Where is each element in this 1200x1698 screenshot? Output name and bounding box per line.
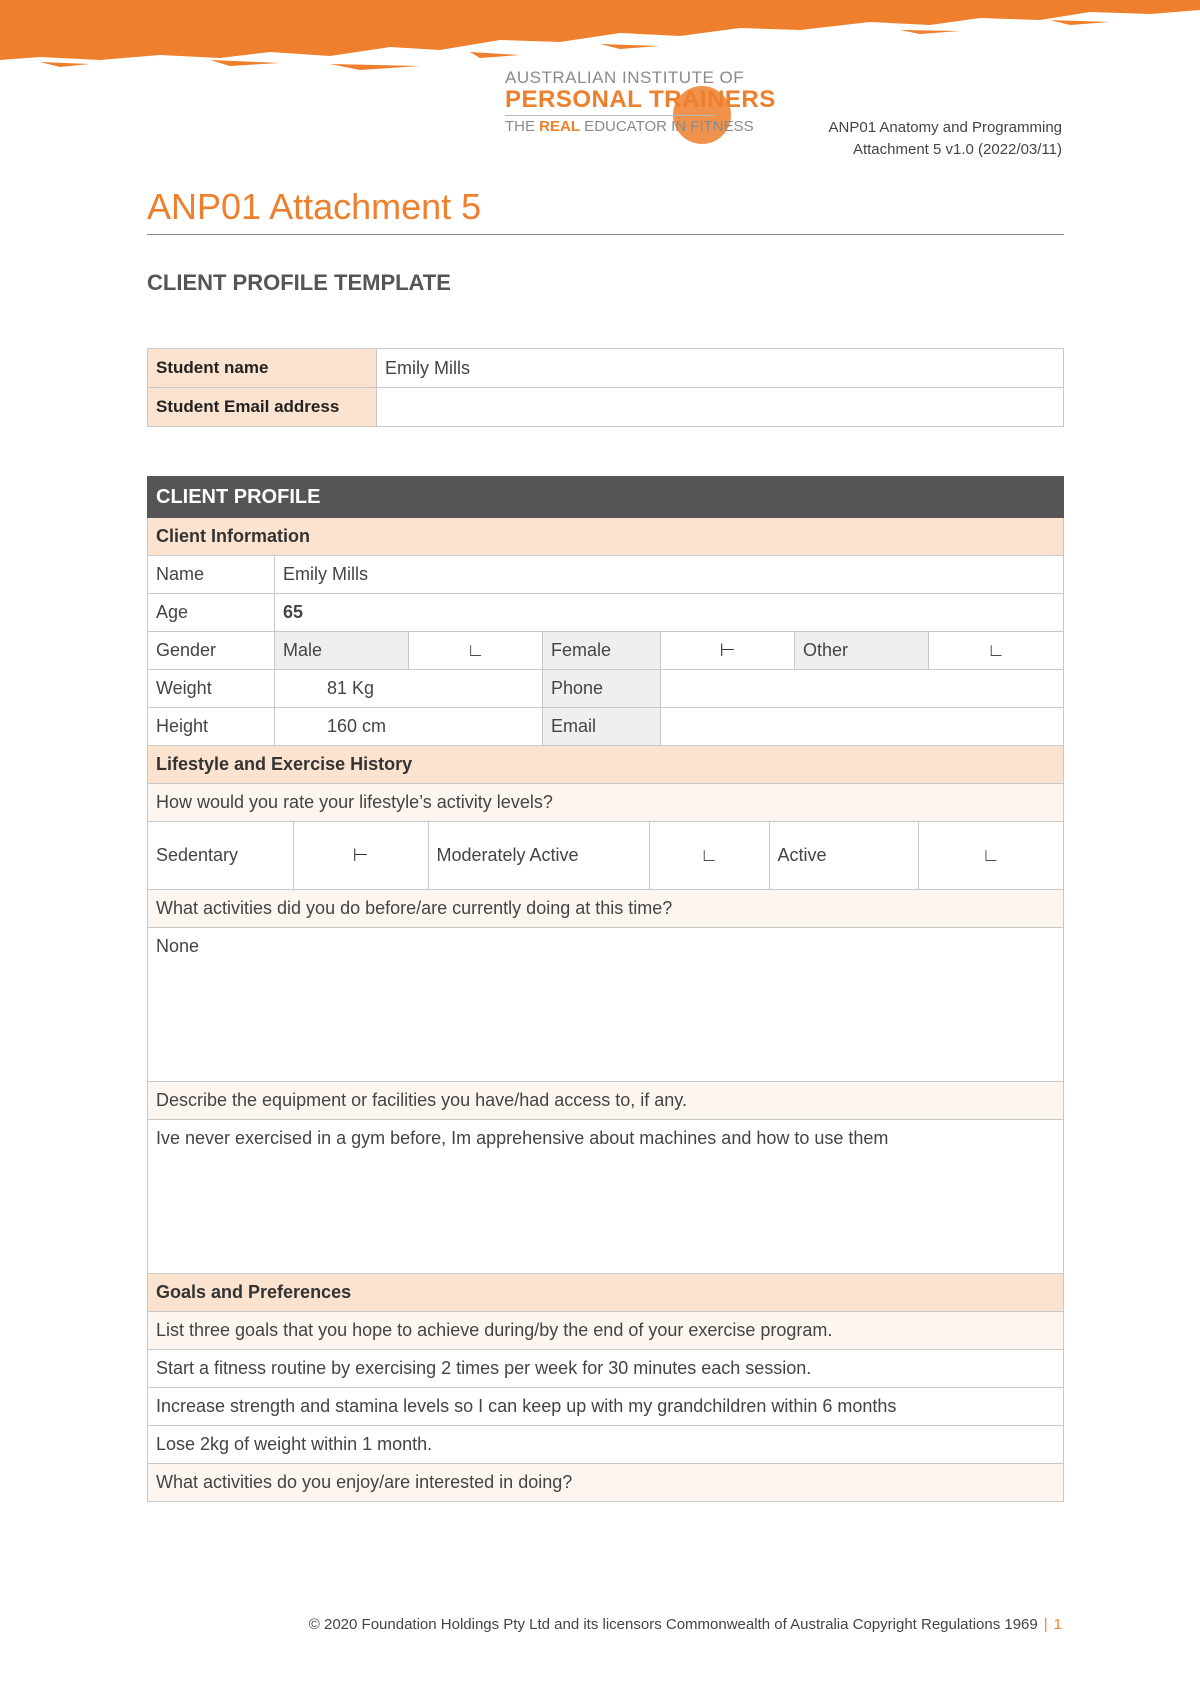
table-row (148, 822, 1064, 890)
client-name-label: Name (148, 556, 275, 594)
equipment-answer-field[interactable]: Ive never exercised in a gym before, Im apprehensive about machines and how to use them (148, 1120, 1064, 1274)
sedentary-label: Sedentary (148, 822, 293, 889)
client-information-section: Client Information (148, 518, 1064, 556)
sedentary-checkbox[interactable]: ⊢ (293, 822, 428, 889)
logo-line-1: AUSTRALIAN INSTITUTE OF (505, 68, 745, 87)
table-row (148, 784, 1064, 822)
table-row (148, 670, 1064, 708)
table-row (148, 928, 1064, 1082)
page-footer (309, 1616, 1062, 1633)
table-row (148, 1274, 1064, 1312)
equipment-question: Describe the equipment or facilities you have/had access to, if any. (148, 1082, 1064, 1120)
gender-female-checkbox[interactable]: ⊢ (661, 632, 795, 670)
table-row (148, 477, 1064, 518)
copyright-text: © 2020 Foundation Holdings Pty Ltd and its licensors Commonwealth of Australia Copyright Regulations 1969 (308, 1616, 1038, 1633)
activity-level-question: How would you rate your lifestyle’s activity levels? (148, 784, 1064, 822)
table-row (148, 746, 1064, 784)
email-label: Email (543, 708, 661, 746)
goal-2-field[interactable]: Increase strength and stamina levels so I can keep up with my grandchildren within 6 months (148, 1388, 1064, 1426)
doc-ref-line-1: ANP01 Anatomy and Programming (828, 119, 1062, 136)
document-reference (829, 117, 1062, 161)
activities-question: What activities did you do before/are currently doing at this time? (148, 890, 1064, 928)
gender-male-checkbox[interactable]: ∟ (409, 632, 543, 670)
student-details-table (147, 348, 1064, 427)
table-row (148, 708, 1064, 746)
goal-3-field[interactable]: Lose 2kg of weight within 1 month. (148, 1426, 1064, 1464)
client-profile-table (147, 476, 1064, 1502)
logo-rule (505, 115, 715, 116)
weight-field[interactable]: 81 Kg (275, 670, 543, 708)
gender-male-label: Male (275, 632, 409, 670)
goals-section: Goals and Preferences (148, 1274, 1064, 1312)
gender-other-checkbox[interactable]: ∟ (929, 632, 1064, 670)
client-name-field[interactable]: Emily Mills (275, 556, 1064, 594)
table-row (148, 1082, 1064, 1120)
gender-other-label: Other (795, 632, 929, 670)
table-row (148, 1120, 1064, 1274)
client-age-label: Age (148, 594, 275, 632)
active-checkbox[interactable]: ∟ (918, 822, 1063, 889)
table-row (148, 1388, 1064, 1426)
client-profile-header: CLIENT PROFILE (148, 477, 1064, 518)
page-title: ANP01 Attachment 5 (147, 186, 482, 227)
phone-label: Phone (543, 670, 661, 708)
weight-label: Weight (148, 670, 275, 708)
email-field[interactable] (661, 708, 1064, 746)
table-row (148, 1350, 1064, 1388)
table-row (148, 1464, 1064, 1502)
client-age-field[interactable]: 65 (275, 594, 1064, 632)
activity-level-options (148, 822, 1063, 889)
table-row (148, 1426, 1064, 1464)
goals-question: List three goals that you hope to achieve during/by the end of your exercise program. (148, 1312, 1064, 1350)
enjoy-question: What activities do you enjoy/are interested in doing? (148, 1464, 1064, 1502)
doc-ref-line-2: Attachment 5 v1.0 (2022/03/11) (852, 141, 1062, 158)
page-subtitle: CLIENT PROFILE TEMPLATE (147, 270, 451, 295)
table-row (148, 518, 1064, 556)
goal-1-field[interactable]: Start a fitness routine by exercising 2 times per week for 30 minutes each session. (148, 1350, 1064, 1388)
student-name-label: Student name (148, 349, 377, 388)
height-label: Height (148, 708, 275, 746)
moderately-active-label: Moderately Active (428, 822, 649, 889)
height-field[interactable]: 160 cm (275, 708, 543, 746)
lifestyle-section: Lifestyle and Exercise History (148, 746, 1064, 784)
table-row (148, 890, 1064, 928)
table-row (148, 1312, 1064, 1350)
logo-tagline: THE REAL EDUCATOR IN FITNESS (505, 118, 754, 135)
gender-female-label: Female (543, 632, 661, 670)
moderately-active-checkbox[interactable]: ∟ (649, 822, 769, 889)
table-row (148, 349, 1064, 388)
aipt-logo (505, 68, 776, 148)
title-divider (147, 234, 1064, 235)
page-number: 1 (1053, 1616, 1062, 1633)
phone-field[interactable] (661, 670, 1064, 708)
footer-separator: | (1043, 1616, 1048, 1633)
activities-answer-field[interactable]: None (148, 928, 1064, 1082)
active-label: Active (769, 822, 918, 889)
gender-label: Gender (148, 632, 275, 670)
table-row (148, 556, 1064, 594)
table-row (148, 632, 1064, 670)
student-email-field[interactable] (377, 388, 1064, 427)
logo-line-2: PERSONAL TRAINERS (505, 86, 776, 113)
student-name-field[interactable]: Emily Mills (377, 349, 1064, 388)
table-row (148, 388, 1064, 427)
table-row (148, 594, 1064, 632)
student-email-label: Student Email address (148, 388, 377, 427)
